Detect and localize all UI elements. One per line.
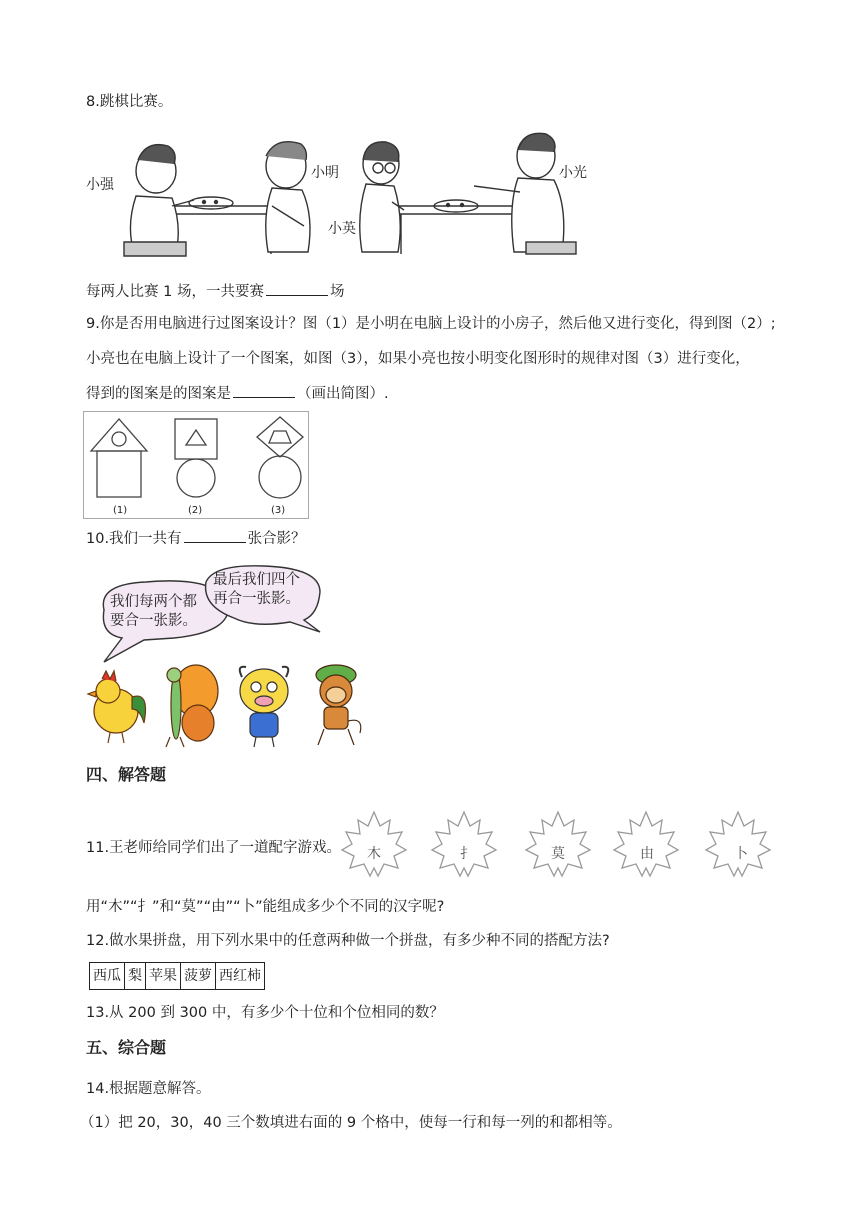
leaf-char-5: 卜 (734, 846, 748, 862)
q8-title: 8.跳棋比赛。 (86, 94, 173, 110)
q10-text-b: 张合影？ (247, 531, 306, 547)
q13-line1: 13.从 200 到 300 中，有多少个十位和个位相同的数？ (86, 1005, 444, 1021)
boy-xiaoming (266, 142, 310, 252)
label-xiaoying: 小英 (328, 221, 356, 237)
label-xiaoming: 小明 (311, 165, 339, 181)
q11-line2: 用“木”“扌”和“莫”“由”“卜”能组成多少个不同的汉字呢? (86, 899, 445, 915)
q9-line2: 小亮也在电脑上设计了一个图案，如图（3），如果小亮也按小明变化图形时的规律对图（3）进行变化， (86, 351, 750, 367)
label-xiaoguang: 小光 (559, 165, 587, 181)
figure-frame (84, 412, 309, 519)
q10-question (86, 528, 306, 549)
leaf-char-3: 莫 (551, 846, 565, 862)
fruit-cell-pineapple: 菠萝 (181, 963, 216, 990)
fruit-cell-apple: 苹果 (146, 963, 181, 990)
q10-text-a: 10.我们一共有 (86, 531, 182, 547)
q9-text-b: （画出简图）. (297, 386, 389, 402)
rooster-illustration (88, 671, 146, 743)
boy-xiaoguang (474, 133, 576, 254)
caption-2: (2) (188, 505, 203, 516)
girl-xiaoying (360, 142, 404, 252)
q14-line1: 14.根据题意解答。 (86, 1081, 211, 1097)
label-xiaoqiang: 小强 (86, 177, 114, 193)
caption-1: (1) (113, 505, 128, 516)
q9-answer-blank[interactable] (233, 383, 295, 398)
q9-line1: 9.你是否用电脑进行过图案设计？图（1）是小明在电脑上设计的小房子，然后他又进行变化，得到图（2）; (86, 316, 776, 332)
bubble2-line1: 最后我们四个 (213, 572, 300, 588)
fruit-cell-tomato: 西红柿 (216, 963, 265, 990)
boy-xiaoqiang (124, 145, 194, 256)
q9-text-a: 得到的图案是的图案是 (86, 386, 231, 402)
fruit-row (90, 963, 265, 990)
fruit-cell-pear: 梨 (125, 963, 146, 990)
q8-text-b: 场 (329, 284, 345, 300)
q10-answer-blank[interactable] (184, 528, 246, 543)
fruit-cell-watermelon: 西瓜 (90, 963, 125, 990)
q8-text-a: 每两人比赛 1 场，一共要赛 (86, 284, 264, 300)
bubble2-line2: 再合一张影。 (213, 591, 300, 607)
checkers-illustration (86, 126, 606, 264)
q9-line3 (86, 383, 389, 404)
section-4-title: 四、解答题 (86, 765, 167, 784)
butterfly-illustration (166, 665, 218, 747)
q8-answer-blank[interactable] (266, 281, 328, 296)
pattern-figures (83, 411, 309, 519)
bubble2-text (213, 571, 300, 609)
caption-3: (3) (271, 505, 286, 516)
cow-illustration (240, 667, 289, 747)
cartoon-characters (86, 661, 366, 749)
fruit-table (89, 962, 265, 990)
bubble1-line1: 我们每两个都 (110, 594, 197, 610)
q12-line1: 12.做水果拼盘，用下列水果中的任意两种做一个拼盘，有多少种不同的搭配方法? (86, 933, 610, 949)
leaf-char-4: 由 (640, 846, 654, 862)
leaf-char-2: 扌 (460, 846, 474, 862)
q11-line1: 11.王老师给同学们出了一道配字游戏。 (86, 840, 342, 856)
bubble1-text (110, 593, 197, 631)
section-5-title: 五、综合题 (86, 1038, 167, 1057)
leaf-char-1: 木 (367, 846, 381, 862)
bubble1-line2: 要合一张影。 (110, 613, 197, 629)
q14-line2: （1）把 20，30，40 三个数填进右面的 9 个格中，使每一行和每一列的和都相等。 (80, 1115, 622, 1131)
monkey-illustration (316, 665, 361, 745)
q8-question (86, 281, 344, 302)
